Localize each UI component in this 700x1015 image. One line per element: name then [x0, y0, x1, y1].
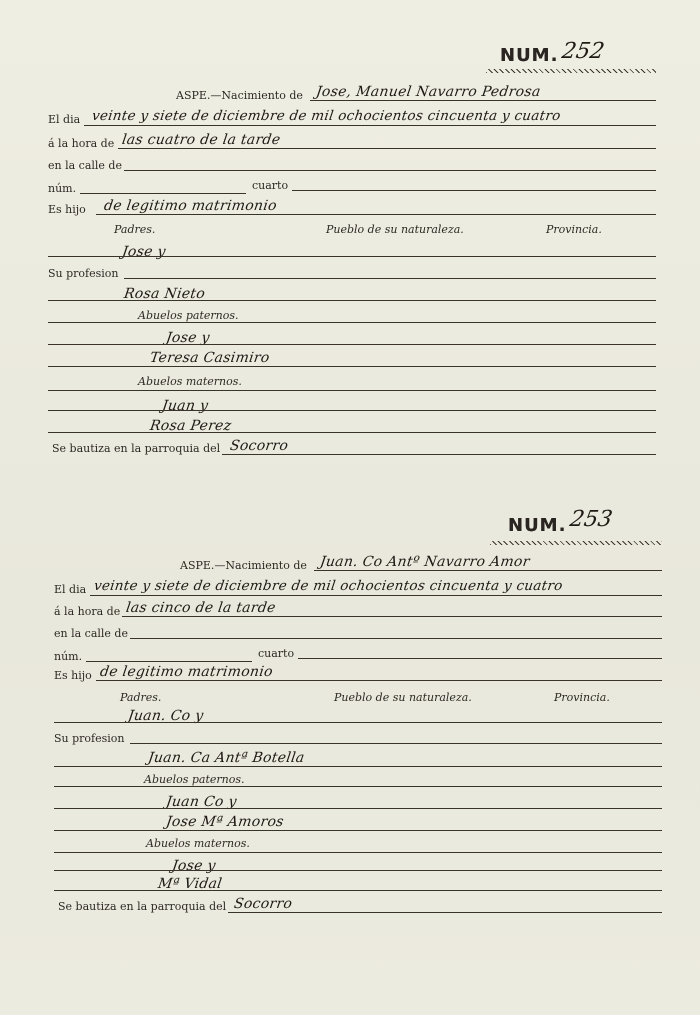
child-name: Juan. Co Antº Navarro Amor: [318, 554, 531, 570]
maternal-line-1: [48, 410, 656, 411]
parish-label: Se bautiza en la parroquia del: [52, 442, 221, 455]
profession-label: Su profesion: [54, 732, 125, 745]
parents-value: Jose y: [120, 244, 167, 260]
day-value: veinte y siete de diciembre de mil ochocientos cincuenta y cuatro: [90, 108, 562, 124]
parents-value: Juan. Co y: [126, 708, 205, 724]
paternal-line-2: [54, 830, 662, 831]
room-label: cuarto: [252, 179, 289, 192]
house-number-label: núm.: [54, 650, 83, 663]
paternal-grandparents-heading: Abuelos paternos.: [138, 309, 239, 322]
parish-value: Socorro: [232, 896, 294, 912]
hometown-heading: Pueblo de su naturaleza.: [334, 691, 472, 704]
number-underline: [486, 69, 656, 73]
town-label: ASPE.—Nacimiento de: [180, 559, 307, 572]
paternal-line-0: [54, 786, 662, 787]
province-heading: Provincia.: [546, 223, 602, 236]
name-line: [310, 100, 656, 101]
parents-heading: Padres.: [120, 691, 162, 704]
maternal-line-2: [54, 890, 662, 891]
record-number-label: NUM.: [508, 515, 567, 536]
paternal-grandparents-heading: Abuelos paternos.: [144, 773, 245, 786]
street-label: en la calle de: [54, 627, 128, 640]
province-heading: Provincia.: [554, 691, 610, 704]
maternal-line-0: [54, 852, 662, 853]
paternal-grandparent-2: Jose Mª Amoros: [164, 814, 285, 830]
day-label: El dia: [54, 583, 87, 596]
child-of-label: Es hijo: [54, 669, 92, 682]
maternal-grandparents-heading: Abuelos maternos.: [146, 837, 250, 850]
hour-value: las cinco de la tarde: [124, 600, 277, 616]
hometown-heading: Pueblo de su naturaleza.: [326, 223, 464, 236]
record-number-label: NUM.: [500, 45, 559, 66]
town-label: ASPE.—Nacimiento de: [176, 89, 303, 102]
hour-value: las cuatro de la tarde: [120, 132, 282, 148]
house-number-line: [86, 661, 252, 662]
record-number-value: 252: [559, 39, 607, 64]
parish-line: [222, 454, 656, 455]
hour-line: [118, 148, 656, 149]
profession-line-2: [48, 300, 656, 301]
maternal-line-0: [48, 390, 656, 391]
room-label: cuarto: [258, 647, 295, 660]
day-line: [90, 595, 662, 596]
maternal-grandparent-1: Jose y: [170, 858, 217, 874]
child-of-line: [96, 214, 656, 215]
maternal-grandparent-2: Mª Vidal: [156, 876, 224, 892]
profession-line-2: [54, 766, 662, 767]
paternal-grandparent-1: Jose y: [164, 330, 211, 346]
paternal-line-1: [48, 344, 656, 345]
parents-heading: Padres.: [114, 223, 156, 236]
street-label: en la calle de: [48, 159, 122, 172]
parents-line: [54, 722, 662, 723]
profession-label: Su profesion: [48, 267, 119, 280]
room-line: [292, 190, 656, 191]
profession-line-1: [130, 743, 662, 744]
hour-label: á la hora de: [54, 605, 121, 618]
record-number-value: 253: [567, 507, 615, 532]
parish-value: Socorro: [228, 438, 290, 454]
profession-value: Rosa Nieto: [122, 286, 207, 302]
street-line: [130, 638, 662, 639]
paternal-line-1: [54, 808, 662, 809]
hour-line: [122, 616, 662, 617]
house-number-label: núm.: [48, 182, 77, 195]
parents-line: [48, 256, 656, 257]
name-line: [314, 570, 662, 571]
day-value: veinte y siete de diciembre de mil ochocientos cincuenta y cuatro: [92, 578, 564, 594]
child-of-value: de legitimo matrimonio: [98, 664, 274, 680]
parish-label: Se bautiza en la parroquia del: [58, 900, 227, 913]
street-line: [124, 170, 656, 171]
paternal-grandparent-1: Juan Co y: [164, 794, 238, 810]
maternal-grandparents-heading: Abuelos maternos.: [138, 375, 242, 388]
child-of-value: de legitimo matrimonio: [102, 198, 278, 214]
day-label: El dia: [48, 113, 81, 126]
maternal-grandparent-1: Juan y: [160, 398, 210, 414]
profession-line-1: [124, 278, 656, 279]
child-of-label: Es hijo: [48, 203, 86, 216]
maternal-grandparent-2: Rosa Perez: [148, 418, 233, 434]
maternal-line-1: [54, 870, 662, 871]
day-line: [84, 125, 656, 126]
room-line: [298, 658, 662, 659]
child-name: Jose, Manuel Navarro Pedrosa: [314, 84, 542, 100]
paternal-line-2: [48, 366, 656, 367]
number-underline: [490, 541, 662, 545]
child-of-line: [96, 680, 662, 681]
house-number-line: [80, 193, 246, 194]
paternal-grandparent-2: Teresa Casimiro: [148, 350, 271, 366]
maternal-line-2: [48, 432, 656, 433]
profession-value: Juan. Ca Antª Botella: [146, 750, 306, 766]
paternal-line-0: [48, 322, 656, 323]
hour-label: á la hora de: [48, 137, 115, 150]
parish-line: [228, 912, 662, 913]
